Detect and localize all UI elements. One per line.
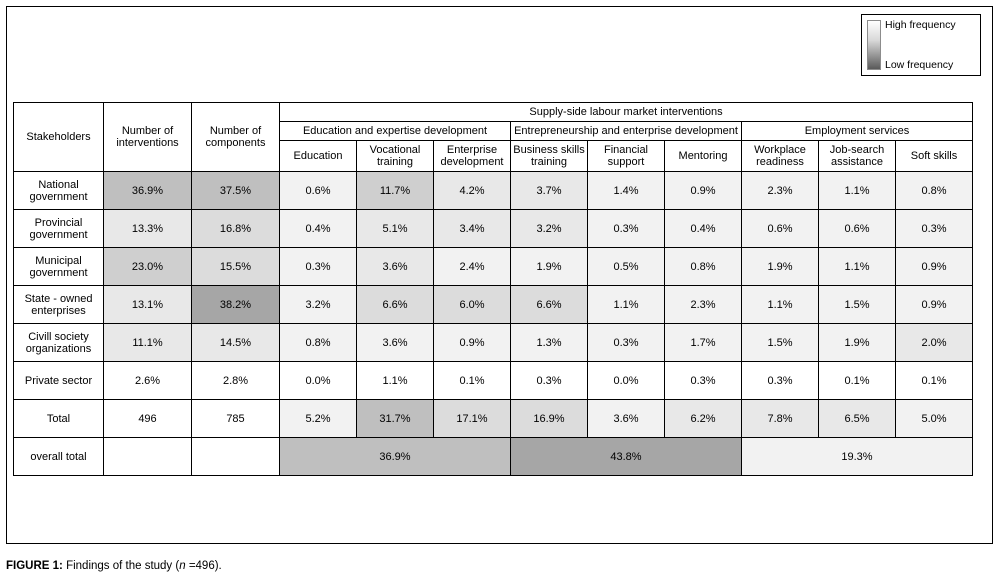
row-label: National government [14, 172, 104, 210]
cell-value: 11.7% [357, 172, 434, 210]
cell-value: 0.3% [588, 210, 665, 248]
cell-interventions: 23.0% [104, 248, 192, 286]
cell-components: 14.5% [192, 324, 280, 362]
cell-value: 5.1% [357, 210, 434, 248]
overall-total-value: 36.9% [280, 438, 511, 476]
cell-value: 2.4% [434, 248, 511, 286]
cell-value: 0.8% [280, 324, 357, 362]
cell-value: 0.9% [896, 286, 973, 324]
cell-value: 0.1% [819, 362, 896, 400]
header-sub-education: Education [280, 141, 357, 172]
overall-total-label: overall total [14, 438, 104, 476]
header-group-entrepreneurship: Entrepreneurship and enterprise development [511, 122, 742, 141]
cell-components: 2.8% [192, 362, 280, 400]
cell-value: 3.2% [511, 210, 588, 248]
header-supply-side: Supply-side labour market interventions [280, 103, 973, 122]
cell-value: 0.0% [280, 362, 357, 400]
table-row [14, 362, 973, 400]
cell-components: 38.2% [192, 286, 280, 324]
cell-value: 31.7% [357, 400, 434, 438]
legend-gradient-bar [867, 20, 881, 70]
cell-interventions: 496 [104, 400, 192, 438]
cell-value: 6.6% [357, 286, 434, 324]
row-label: State - owned enterprises [14, 286, 104, 324]
cell-components: 15.5% [192, 248, 280, 286]
figure-caption [6, 560, 222, 572]
cell-value: 0.9% [896, 248, 973, 286]
cell-components: 16.8% [192, 210, 280, 248]
cell-value: 1.5% [742, 324, 819, 362]
cell-value: 0.3% [665, 362, 742, 400]
cell-value: 1.1% [819, 248, 896, 286]
row-label: Total [14, 400, 104, 438]
cell-value: 4.2% [434, 172, 511, 210]
cell-value: 1.7% [665, 324, 742, 362]
cell-value: 3.6% [357, 324, 434, 362]
cell-value: 16.9% [511, 400, 588, 438]
overall-total-row [14, 438, 973, 476]
overall-total-value: 19.3% [742, 438, 973, 476]
cell-value: 0.1% [434, 362, 511, 400]
cell-value: 5.2% [280, 400, 357, 438]
cell-value: 1.1% [588, 286, 665, 324]
cell-components: 785 [192, 400, 280, 438]
cell-value: 6.0% [434, 286, 511, 324]
row-label: Civill society organizations [14, 324, 104, 362]
cell-value: 0.9% [665, 172, 742, 210]
cell-value: 0.3% [280, 248, 357, 286]
findings-table-wrapper [13, 102, 973, 476]
header-num-components: Number of components [192, 103, 280, 172]
cell-value: 5.0% [896, 400, 973, 438]
cell-value: 6.5% [819, 400, 896, 438]
table-row [14, 324, 973, 362]
legend-high-label: High frequency [885, 19, 956, 31]
header-sub-job-search-assistance: Job-search assistance [819, 141, 896, 172]
cell-interventions: 36.9% [104, 172, 192, 210]
caption-italic-n: n [179, 560, 186, 572]
cell-interventions: 11.1% [104, 324, 192, 362]
overall-blank-interventions [104, 438, 192, 476]
cell-interventions: 13.3% [104, 210, 192, 248]
cell-value: 0.4% [665, 210, 742, 248]
table-row [14, 248, 973, 286]
row-label: Municipal government [14, 248, 104, 286]
cell-value: 1.1% [357, 362, 434, 400]
cell-value: 6.6% [511, 286, 588, 324]
table-body [14, 172, 973, 476]
row-label: Private sector [14, 362, 104, 400]
cell-value: 0.6% [742, 210, 819, 248]
cell-value: 2.3% [665, 286, 742, 324]
cell-value: 1.9% [511, 248, 588, 286]
cell-value: 17.1% [434, 400, 511, 438]
cell-value: 1.5% [819, 286, 896, 324]
header-sub-vocational-training: Vocational training [357, 141, 434, 172]
cell-value: 0.6% [280, 172, 357, 210]
header-group-education: Education and expertise development [280, 122, 511, 141]
cell-value: 0.5% [588, 248, 665, 286]
cell-value: 2.3% [742, 172, 819, 210]
cell-value: 1.3% [511, 324, 588, 362]
caption-suffix: =496). [185, 560, 222, 572]
cell-interventions: 13.1% [104, 286, 192, 324]
cell-value: 7.8% [742, 400, 819, 438]
row-label: Provincial government [14, 210, 104, 248]
cell-value: 2.0% [896, 324, 973, 362]
cell-value: 1.9% [819, 324, 896, 362]
header-sub-mentoring: Mentoring [665, 141, 742, 172]
cell-value: 1.1% [742, 286, 819, 324]
cell-value: 0.9% [434, 324, 511, 362]
table-row [14, 172, 973, 210]
header-group-employment-services: Employment services [742, 122, 973, 141]
overall-total-value: 43.8% [511, 438, 742, 476]
header-sub-financial-support: Financial support [588, 141, 665, 172]
table-head [14, 103, 973, 172]
cell-value: 1.4% [588, 172, 665, 210]
cell-value: 0.3% [742, 362, 819, 400]
header-sub-business-skills-training: Business skills training [511, 141, 588, 172]
cell-interventions: 2.6% [104, 362, 192, 400]
cell-value: 3.6% [357, 248, 434, 286]
cell-value: 0.3% [588, 324, 665, 362]
cell-value: 3.4% [434, 210, 511, 248]
cell-value: 0.3% [896, 210, 973, 248]
caption-text: Findings of the study ( [62, 560, 180, 572]
caption-prefix: FIGURE 1: [6, 560, 63, 572]
legend-low-label: Low frequency [885, 59, 954, 71]
legend-labels [885, 15, 980, 75]
header-sub-enterprise-development: Enterprise development [434, 141, 511, 172]
table-header-row-1 [14, 103, 973, 122]
cell-value: 0.4% [280, 210, 357, 248]
table-row [14, 400, 973, 438]
table-row [14, 286, 973, 324]
header-stakeholders: Stakeholders [14, 103, 104, 172]
cell-value: 0.8% [896, 172, 973, 210]
cell-value: 0.0% [588, 362, 665, 400]
cell-value: 6.2% [665, 400, 742, 438]
legend [861, 14, 981, 76]
overall-blank-components [192, 438, 280, 476]
cell-value: 0.6% [819, 210, 896, 248]
cell-value: 3.2% [280, 286, 357, 324]
cell-value: 0.8% [665, 248, 742, 286]
cell-value: 0.1% [896, 362, 973, 400]
header-sub-workplace-readiness: Workplace readiness [742, 141, 819, 172]
cell-value: 0.3% [511, 362, 588, 400]
table-row [14, 210, 973, 248]
cell-value: 1.9% [742, 248, 819, 286]
cell-components: 37.5% [192, 172, 280, 210]
findings-table [13, 102, 973, 476]
cell-value: 1.1% [819, 172, 896, 210]
cell-value: 3.7% [511, 172, 588, 210]
header-sub-soft-skills: Soft skills [896, 141, 973, 172]
cell-value: 3.6% [588, 400, 665, 438]
header-num-interventions: Number of interventions [104, 103, 192, 172]
